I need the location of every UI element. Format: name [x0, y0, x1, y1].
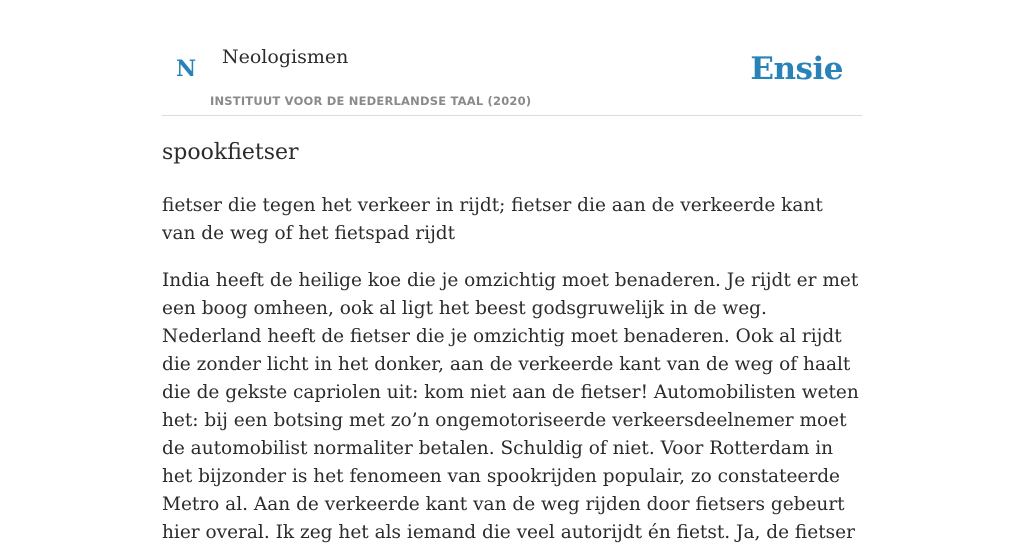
entry-example-quote: India heeft de heilige koe die je omzichtig moet benaderen. Je rijdt er met een boog omheen, ook al ligt het beest godsgruwelijk in de weg. Nederland heeft de fietser die je omzichtig moet benaderen. Ook al rijdt die zonder licht in het donker, aan de verkeerde kant van de weg of haalt die de gekste capriolen uit: kom niet aan de fietser! Automobilisten weten het: bij een botsing met zo’n ongemotoriseerde verkeersdeelnemer moet de automobilist normaliter betalen. Schuldig of niet. Voor Rotterdam in het bijzonder is het fenomeen van spookrijden populair, zo constateerde Metro al. Aan de verkeerde kant van de weg rijden door fietsers gebeurt hier overal. Ik zeg het als iemand die veel autorijdt én fietst. Ja, de fietser	[162, 270, 859, 543]
dictionary-header	[162, 0, 862, 116]
entry-term: spookfietser	[162, 140, 299, 165]
dictionary-logo-icon[interactable]: N	[176, 56, 197, 82]
entry-card	[162, 0, 862, 543]
dictionary-source: INSTITUUT VOOR DE NEDERLANDSE TAAL (2020)	[210, 94, 532, 108]
entry-definition: fietser die tegen het verkeer in rijdt; fietser die aan de verkeerde kant van de weg of het fietspad rijdt	[162, 195, 823, 244]
dictionary-name[interactable]: Neologismen	[222, 46, 349, 68]
ensie-logo[interactable]: Ensie	[750, 51, 843, 87]
